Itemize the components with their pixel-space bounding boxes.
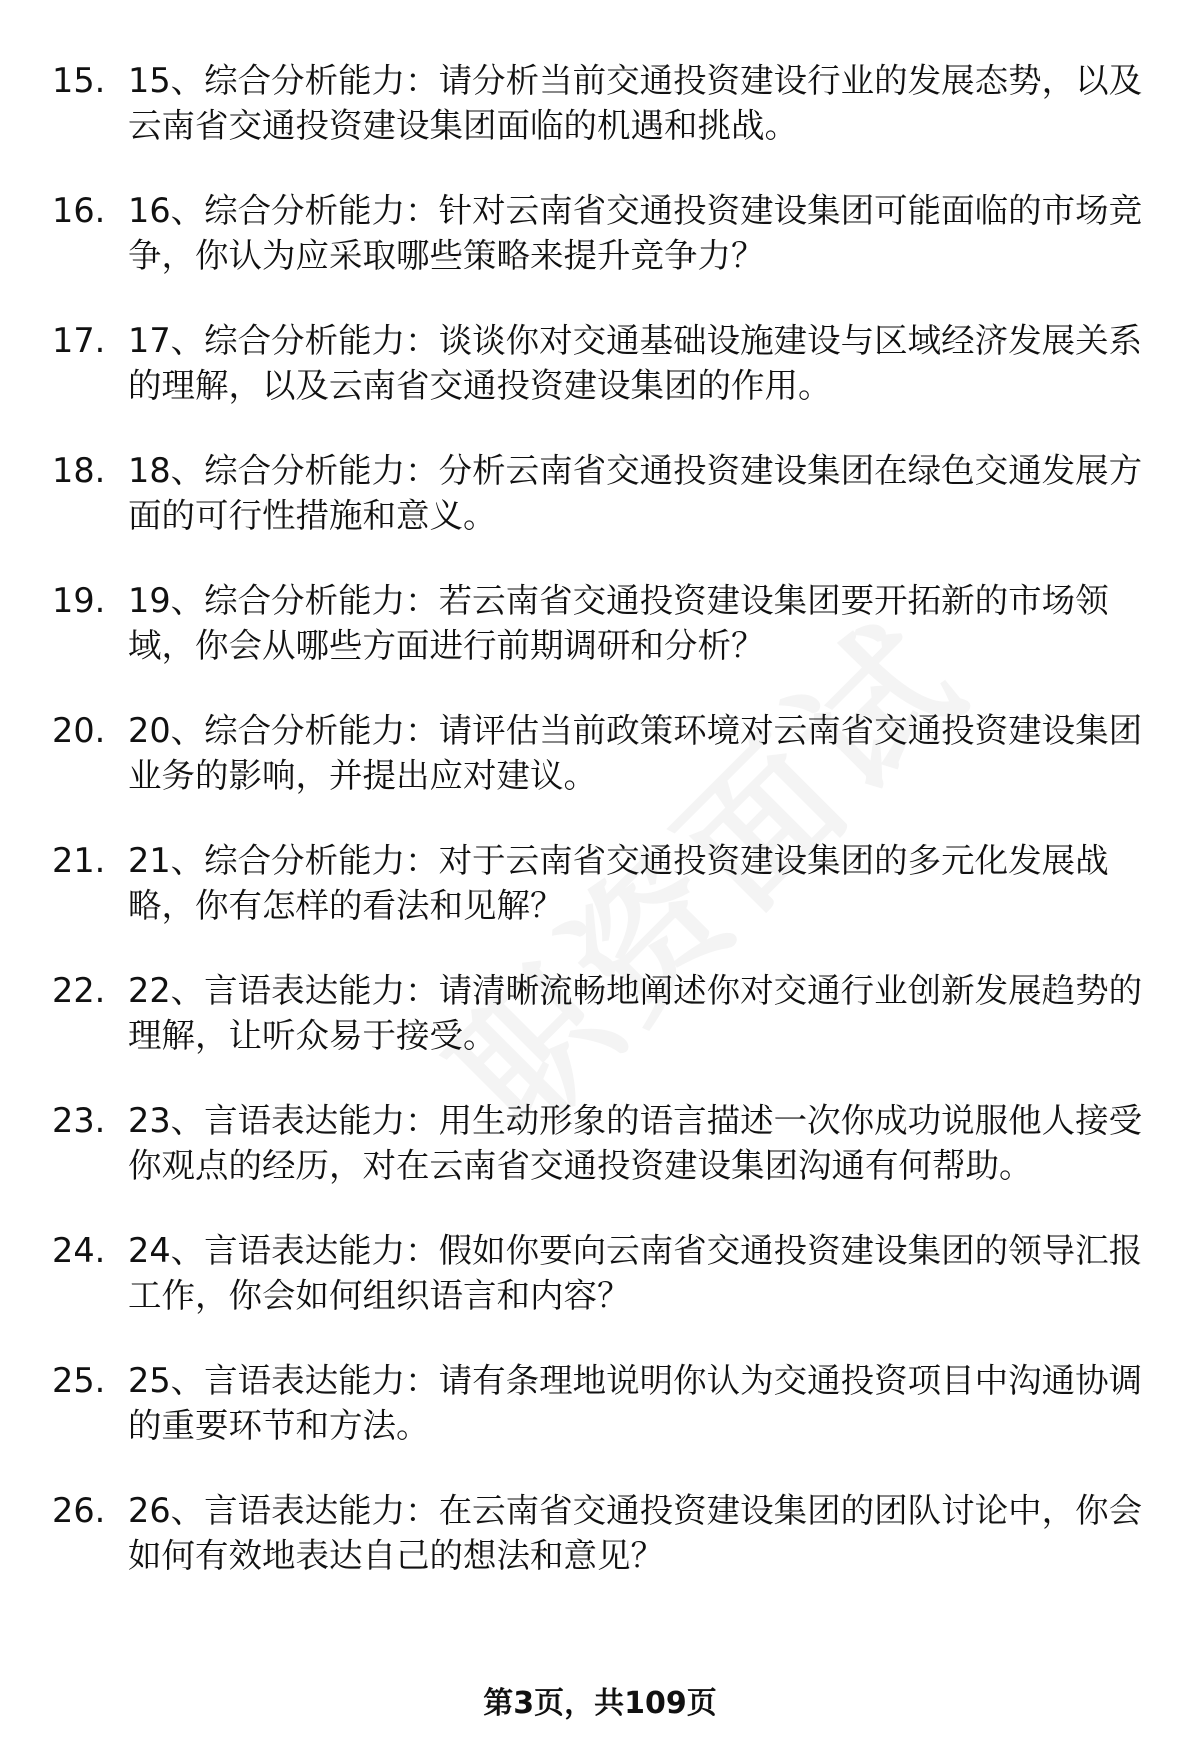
- item-number: 19.: [52, 581, 106, 620]
- list-item: [52, 838, 1162, 928]
- item-text: 18、综合分析能力：分析云南省交通投资建设集团在绿色交通发展方面的可行性措施和意义。: [128, 451, 1143, 535]
- item-text: 16、综合分析能力：针对云南省交通投资建设集团可能面临的市场竞争，你认为应采取哪些策略来提升竞争力？: [128, 191, 1143, 275]
- item-number: 26.: [52, 1491, 106, 1530]
- list-item: [52, 188, 1162, 278]
- list-item: [52, 708, 1162, 798]
- item-text: 20、综合分析能力：请评估当前政策环境对云南省交通投资建设集团业务的影响，并提出应对建议。: [128, 711, 1143, 795]
- list-item: [52, 318, 1162, 408]
- item-number: 22.: [52, 971, 106, 1010]
- item-text: 22、言语表达能力：请清晰流畅地阐述你对交通行业创新发展趋势的理解，让听众易于接受。: [128, 971, 1143, 1055]
- list-item: [52, 1098, 1162, 1188]
- item-text: 19、综合分析能力：若云南省交通投资建设集团要开拓新的市场领域，你会从哪些方面进行前期调研和分析？: [128, 581, 1109, 665]
- list-item: [52, 1488, 1162, 1578]
- item-text: 17、综合分析能力：谈谈你对交通基础设施建设与区域经济发展关系的理解，以及云南省交通投资建设集团的作用。: [128, 321, 1143, 405]
- item-text: 25、言语表达能力：请有条理地说明你认为交通投资项目中沟通协调的重要环节和方法。: [128, 1361, 1143, 1445]
- item-text: 24、言语表达能力：假如你要向云南省交通投资建设集团的领导汇报工作，你会如何组织语言和内容？: [128, 1231, 1143, 1315]
- question-list: [52, 58, 1162, 1611]
- item-number: 16.: [52, 191, 106, 230]
- item-number: 21.: [52, 841, 106, 880]
- item-number: 23.: [52, 1101, 106, 1140]
- item-text: 15、综合分析能力：请分析当前交通投资建设行业的发展态势，以及云南省交通投资建设集团面临的机遇和挑战。: [128, 61, 1143, 145]
- item-number: 24.: [52, 1231, 106, 1270]
- page-footer: 第3页，共109页: [483, 1686, 717, 1721]
- item-text: 26、言语表达能力：在云南省交通投资建设集团的团队讨论中，你会如何有效地表达自己的想法和意见？: [128, 1491, 1143, 1575]
- list-item: [52, 968, 1162, 1058]
- list-item: [52, 58, 1162, 148]
- list-item: [52, 1228, 1162, 1318]
- item-number: 20.: [52, 711, 106, 750]
- item-text: 23、言语表达能力：用生动形象的语言描述一次你成功说服他人接受你观点的经历，对在云南省交通投资建设集团沟通有何帮助。: [128, 1101, 1143, 1185]
- item-number: 25.: [52, 1361, 106, 1400]
- item-number: 17.: [52, 321, 106, 360]
- list-item: [52, 1358, 1162, 1448]
- item-number: 15.: [52, 61, 106, 100]
- list-item: [52, 448, 1162, 538]
- item-text: 21、综合分析能力：对于云南省交通投资建设集团的多元化发展战略，你有怎样的看法和见解？: [128, 841, 1109, 925]
- list-item: [52, 578, 1162, 668]
- item-number: 18.: [52, 451, 106, 490]
